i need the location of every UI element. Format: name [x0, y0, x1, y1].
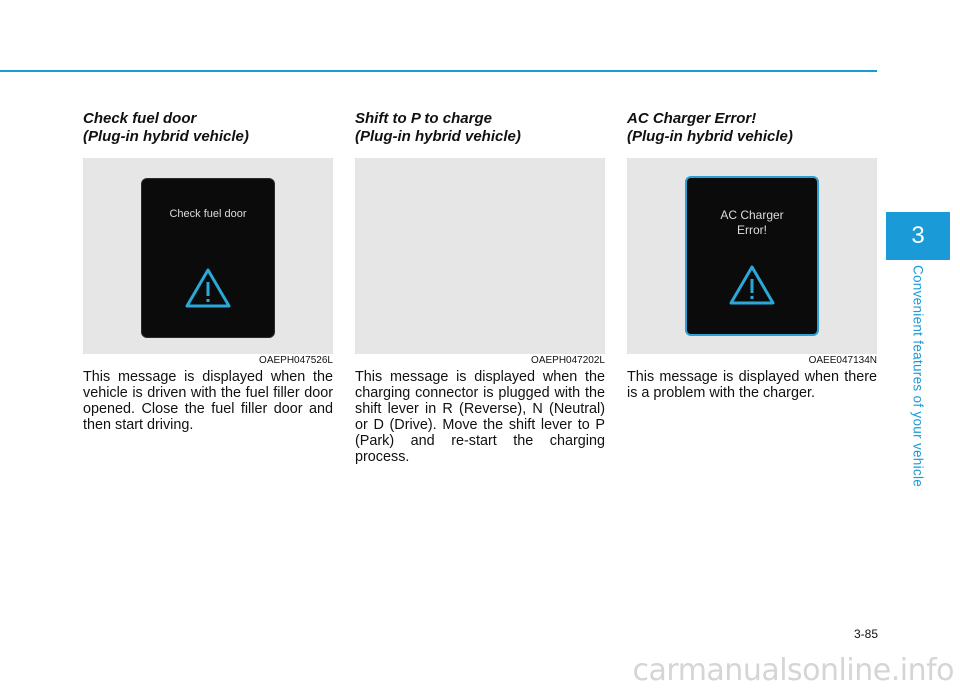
section-ac-charger-error [627, 110, 877, 415]
cluster-illustration-blank [355, 158, 605, 354]
section-check-fuel-door [83, 110, 333, 447]
display-message [687, 208, 817, 238]
section-shift-to-p [355, 110, 605, 479]
cluster-display [685, 176, 819, 336]
section-heading [355, 110, 605, 146]
header-rule [0, 70, 877, 72]
heading-title: Shift to P to charge [355, 110, 492, 127]
section-heading [83, 110, 333, 146]
section-body: This message is displayed when there is a problem with the charger. [627, 369, 877, 401]
image-code: OAEPH047202L [531, 355, 605, 366]
page-number: 3-85 [853, 627, 878, 641]
section-body: This message is displayed when the charging connector is plugged with the shift lever in R (Reverse), N (Neutral) or D (Drive). Move the shift lever to P (Park) and re-start the charging process. [355, 369, 605, 465]
section-body: This message is displayed when the vehicle is driven with the fuel filler door opened. Close the fuel filler door and then start driving. [83, 369, 333, 433]
chapter-title: Convenient features of your vehicle [910, 264, 926, 488]
cluster-display [141, 178, 275, 338]
display-message-line1: AC Charger [720, 208, 784, 222]
image-code: OAEPH047526L [259, 355, 333, 366]
chapter-tab: 3 [886, 212, 950, 260]
display-message-line2: Error! [737, 223, 767, 237]
heading-subtitle: (Plug-in hybrid vehicle) [627, 128, 793, 145]
heading-subtitle: (Plug-in hybrid vehicle) [355, 128, 521, 145]
warning-triangle-icon [184, 267, 232, 309]
warning-triangle-icon [728, 264, 776, 306]
heading-title: AC Charger Error! [627, 110, 757, 127]
image-code: OAEE047134N [808, 355, 877, 366]
section-heading [627, 110, 877, 146]
watermark: carmanualsonline.info [632, 653, 954, 688]
heading-title: Check fuel door [83, 110, 197, 127]
cluster-illustration [83, 158, 333, 354]
heading-subtitle: (Plug-in hybrid vehicle) [83, 128, 249, 145]
display-message: Check fuel door [169, 208, 247, 220]
cluster-illustration [627, 158, 877, 354]
